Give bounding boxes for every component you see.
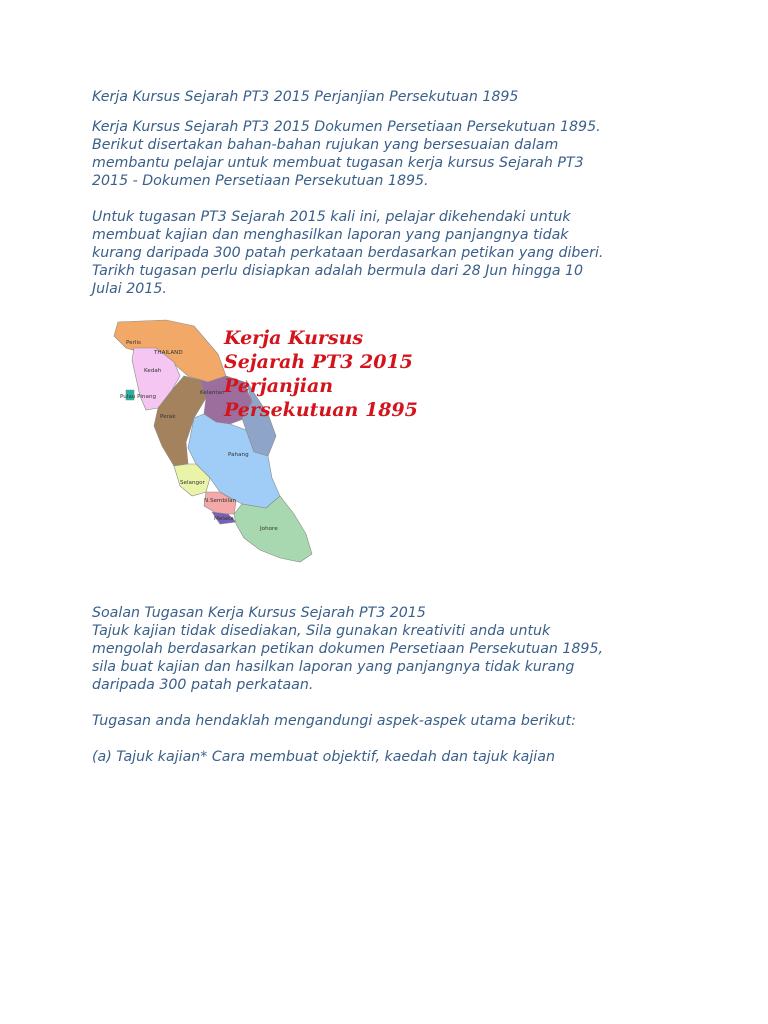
aspects-intro: Tugasan anda hendaklah mengandungi aspek-aspek utama berikut: [92,713,576,729]
question-heading: Soalan Tugasan Kerja Kursus Sejarah PT3 2015 [92,605,426,621]
perlis-label: Perlis [126,340,141,346]
question-line: daripada 300 patah perkataan. [92,677,314,693]
intro-line: membantu pelajar untuk membuat tugasan kerja kursus Sejarah PT3 [92,155,584,171]
perak-label: Perak [160,414,176,420]
melaka-label: Melaka [214,516,234,522]
pulau-pinang-label: Pulau Pinang [120,394,156,400]
aspect-a: (a) Tajuk kajian* Cara membuat objektif, kaedah dan tajuk kajian [92,749,555,765]
document-title: Kerja Kursus Sejarah PT3 2015 Perjanjian Persekutuan 1895 [92,89,519,105]
johore-label: Johore [260,526,278,532]
question-line: sila buat kajian dan hasilkan laporan yang panjangnya tidak kurang [92,659,575,675]
map-title-line: Persekutuan 1895 [224,399,418,421]
question-line: mengolah berdasarkan petikan dokumen Persetiaan Persekutuan 1895, [92,641,603,657]
intro-line: Berikut disertakan bahan-bahan rujukan yang bersesuaian dalam [92,137,559,153]
map-title [224,326,418,422]
map-title-line: Perjanjian [224,375,334,397]
map-title-line: Kerja Kursus [224,327,364,349]
kedah-label: Kedah [144,368,162,374]
task-line: Julai 2015. [92,281,167,297]
task-line: kurang daripada 300 patah perkataan berdasarkan petikan yang diberi. [92,245,604,261]
map-title-line: Sejarah PT3 2015 [224,351,413,373]
task-line: Tarikh tugasan perlu disiapkan adalah bermula dari 28 Jun hingga 10 [92,263,584,279]
task-line: membuat kajian dan menghasilkan laporan yang panjangnya tidak [92,227,569,243]
intro-line: Kerja Kursus Sejarah PT3 2015 Dokumen Persetiaan Persekutuan 1895. [92,119,601,135]
n-sembilan-label: N.Sembilan [204,498,237,504]
kelantan-label: Kelantan [200,390,225,396]
intro-line: 2015 - Dokumen Persetiaan Persekutuan 1895. [92,173,429,189]
question-line: Tajuk kajian tidak disediakan, Sila gunakan kreativiti anda untuk [92,623,551,639]
thailand-label: THAILAND [154,350,183,356]
selangor-label: Selangor [180,480,205,486]
pahang-label: Pahang [228,452,249,458]
task-line: Untuk tugasan PT3 Sejarah 2015 kali ini, pelajar dikehendaki untuk [92,209,571,225]
